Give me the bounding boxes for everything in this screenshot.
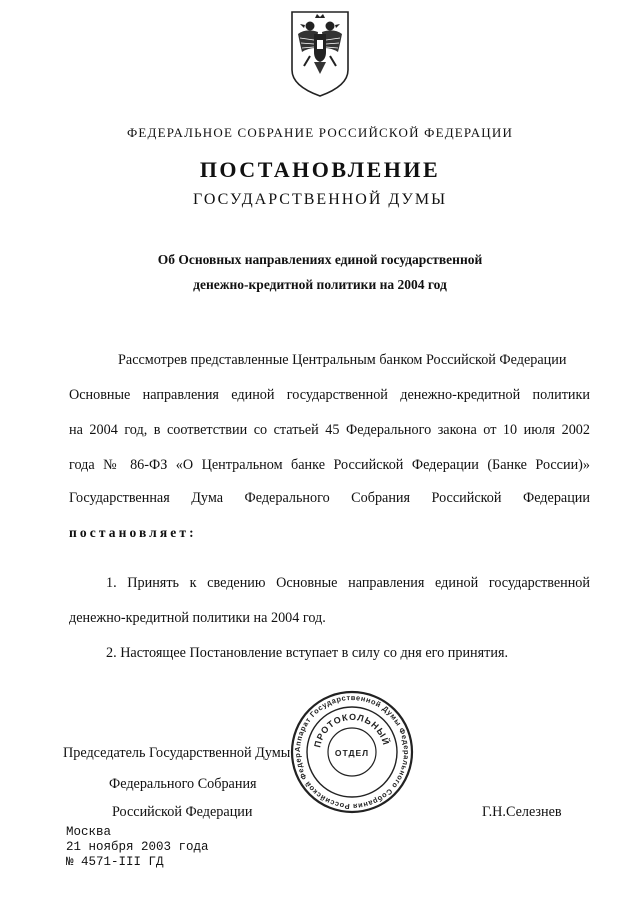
stamp-inner-text: ПРОТОКОЛЬНЫЙ: [312, 711, 392, 749]
organization-heading: ФЕДЕРАЛЬНОЕ СОБРАНИЕ РОССИЙСКОЙ ФЕДЕРАЦИИ: [126, 125, 514, 140]
signatory-name: Г.Н.Селезнев: [482, 804, 562, 820]
date: 21 ноября 2003 года: [66, 840, 209, 854]
coat-of-arms-emblem: [288, 8, 352, 100]
document-subtitle: ГОСУДАРСТВЕННОЙ ДУМЫ: [192, 191, 448, 208]
double-headed-eagle-icon: [288, 8, 352, 100]
stamp-center-text: ОТДЕЛ: [334, 748, 370, 758]
subject-line: денежно-кредитной политики на 2004 год: [193, 277, 447, 292]
round-stamp: [290, 690, 414, 814]
resolves-word: постановляет:: [69, 525, 197, 540]
signatory-position: Председатель Государственной Думы: [63, 745, 291, 761]
document-number: № 4571-III ГД: [66, 855, 164, 869]
preamble-line: Рассмотрев представленные Центральным банком Российской Федерации: [118, 352, 567, 368]
subject-line: Об Основных направлениях единой государственной: [157, 252, 483, 267]
document-title: ПОСТАНОВЛЕНИЕ: [199, 157, 441, 182]
signatory-position: Российской Федерации: [112, 804, 253, 820]
signatory-position: Федерального Собрания: [109, 776, 257, 792]
resolution-item-1-cont: денежно-кредитной политики на 2004 год.: [69, 610, 326, 626]
preamble-line: Государственная Дума Федерального Собрания Российской Федерации: [69, 490, 590, 506]
preamble-line: на 2004 год, в соответствии со статьей 45 Федерального закона от 10 июля 2002: [69, 422, 590, 438]
city: Москва: [66, 825, 112, 839]
stamp-outer-text: Аппарат Государственной Думы Федерального Собрания Российской Федер: [292, 692, 412, 812]
preamble-line: Основные направления единой государственной денежно-кредитной политики: [69, 387, 590, 403]
stamp-seal-icon: [290, 690, 414, 814]
preamble-line: года № 86-ФЗ «О Центральном банке Российской Федерации (Банке России)»: [69, 457, 590, 473]
resolution-item-2: 2. Настоящее Постановление вступает в силу со дня его принятия.: [106, 645, 509, 661]
resolution-item-1: 1. Принять к сведению Основные направления единой государственной: [106, 575, 590, 591]
